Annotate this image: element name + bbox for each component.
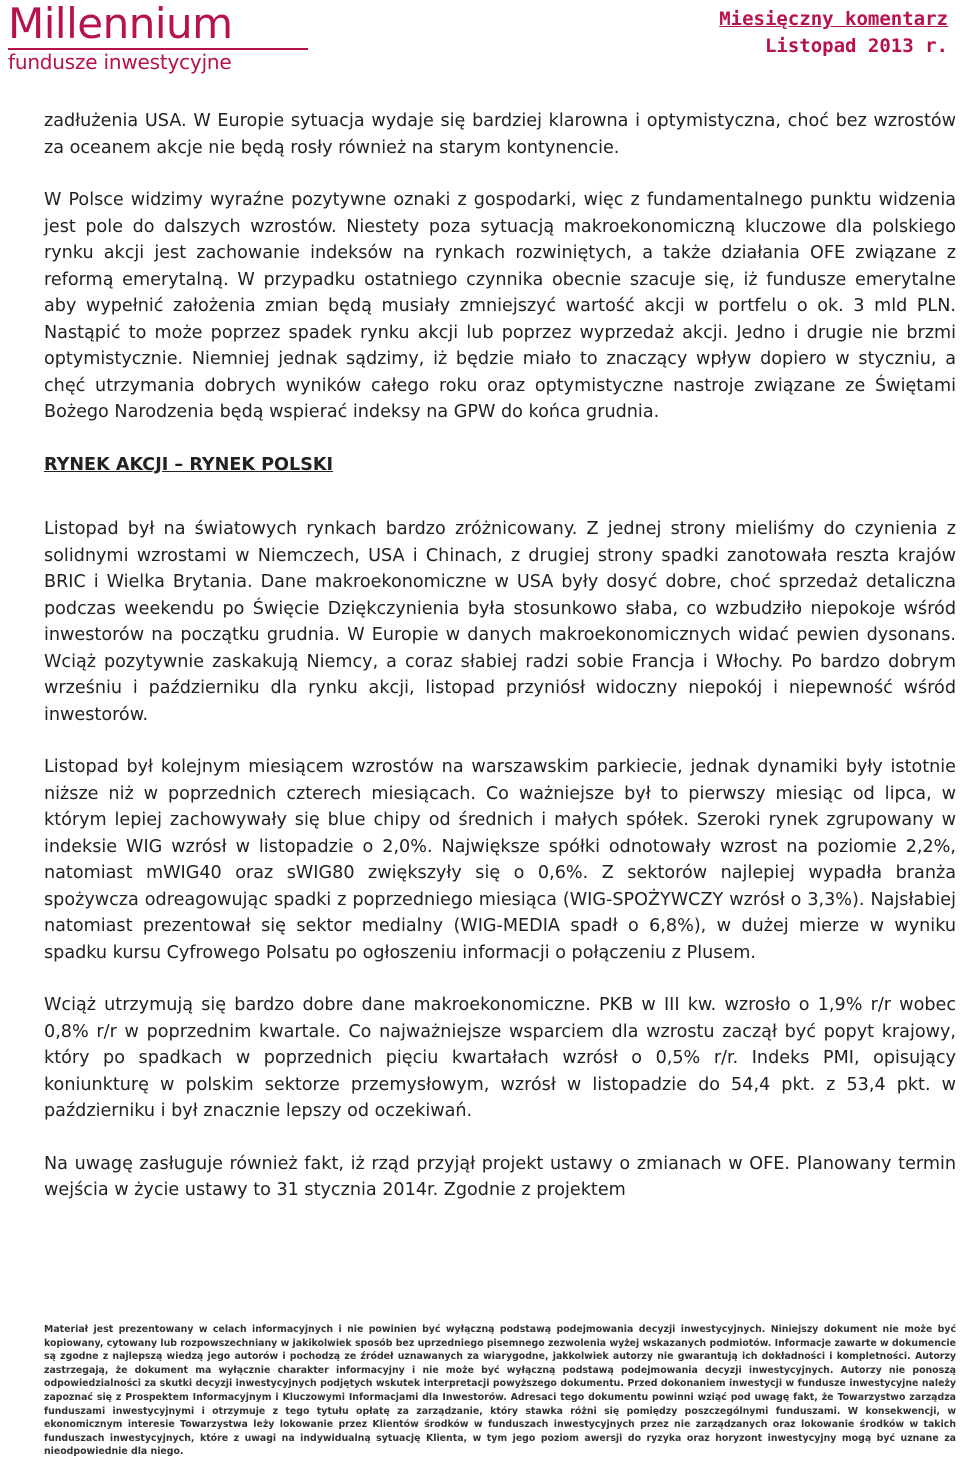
legal-disclaimer: Materiał jest prezentowany w celach informacyjnych i nie powinien być wyłączną podstawą podejmowania decyzji inwestycyjnych. Niniejszy dokument nie może być kopiowany, cytowany lub rozpowszechniany w jakikolwiek sposób bez uprzedniego pisemnego zezwolenia wyżej wskazanych podmiotów. Informacje zawarte w dokumencie są zgodne z najlepszą wiedzą jego autorów i pochodzą ze źródeł uznawanych za wiarygodne, jakkolwiek autorzy nie gwarantują ich dokładności i kompletności. Autorzy zastrzegają, że dokument ma wyłącznie charakter informacyjny i nie może być wyłączną podstawą podejmowania decyzji inwestycyjnych. Autorzy nie ponoszą odpowiedzialności za skutki decyzji inwestycyjnych podjętych wskutek interpretacji powyższego dokumentu. Przed dokonaniem inwestycji w fundusze inwestycyjne należy zapoznać się z Prospektem Informacyjnym i Kluczowymi Informacjami dla Inwestorów. Adresaci tego dokumentu powinni wziąć pod uwagę fakt, że Towarzystwo zarządza funduszami inwestycyjnymi i otrzymuje z tego tytułu opłatę za zarządzanie, który stawka różni się pomiędzy poszczególnymi funduszami. W konsekwencji, w ekonomicznym interesie Towarzystwa leży lokowanie przez Klientów środków w funduszach inwestycyjnych przez nie zarządzanych oraz lokowanie środków w takich funduszach inwestycyjnych, które z uwagi na indywidualną sytuację Klienta, w tym jego poziom awersji do ryzyka oraz horyzont inwestycyjny mogą być uznane za nieodpowiednie dla niego. [44, 1324, 956, 1458]
paragraph-1: zadłużenia USA. W Europie sytuacja wydaje się bardziej klarowna i optymistyczna, choć bez wzrostów za oceanem akcje nie będą rosły również na starym kontynencie. [44, 111, 956, 158]
document-heading [719, 6, 948, 60]
document-title: Miesięczny komentarz [719, 8, 948, 30]
logo-subtitle: fundusze inwestycyjne [8, 50, 232, 74]
document-date: Listopad 2013 r. [764, 35, 948, 57]
section-heading: RYNEK AKCJI – RYNEK POLSKI [44, 454, 334, 475]
main-content [44, 108, 956, 1230]
page-header [0, 0, 960, 80]
paragraph-5: Wciąż utrzymują się bardzo dobre dane makroekonomiczne. PKB w III kw. wzrosło o 1,9% r/r wobec 0,8% r/r w poprzednim kwartale. Co najważniejsze wsparciem dla wzrostu zaczął być popyt krajowy, który po spadkach w poprzednich pięciu kwartałach wzrósł o 0,5% r/r. Indeks PMI, opisujący koniunkturę w polskim sektorze przemysłowym, wzrósł w listopadzie do 54,4 pkt. z 53,4 pkt. w październiku i był znacznie lepszy od oczekiwań. [44, 995, 956, 1121]
paragraph-3: Listopad był na światowych rynkach bardzo zróżnicowany. Z jednej strony mieliśmy do czynienia z solidnymi wzrostami w Niemczech, USA i Chinach, z drugiej strony spadki zanotowała reszta krajów BRIC i Wielka Brytania. Dane makroekonomiczne w USA były dosyć dobre, choć sprzedaż detaliczna podczas weekendu po Święcie Dziękczynienia była stosunkowo słaba, co wzbudziło niepokoje wśród inwestorów na początku grudnia. W Europie w danych makroekonomicznych widać pewien dysonans. Wciąż pozytywnie zaskakują Niemcy, a coraz słabiej radzi sobie Francja i Włochy. Po bardzo dobrym wrześniu i październiku dla rynku akcji, listopad przyniósł widoczny niepokój i niepewność wśród inwestorów. [44, 519, 956, 725]
logo-name: Millennium [8, 0, 233, 48]
millennium-logo [8, 2, 318, 74]
paragraph-6: Na uwagę zasługuje również fakt, iż rząd przyjął projekt ustawy o zmianach w OFE. Planowany termin wejścia w życie ustawy to 31 stycznia 2014r. Zgodnie z projektem [44, 1153, 956, 1200]
paragraph-4: Listopad był kolejnym miesiącem wzrostów na warszawskim parkiecie, jednak dynamiki były istotnie niższe niż w poprzednich czterech miesiącach. Co ważniejsze był to pierwszy miesiąc od lipca, w którym lepiej zachowywały się blue chipy od średnich i małych spółek. Szeroki rynek zgrupowany w indeksie WIG wzrósł w listopadzie o 2,0%. Największe spółki odnotowały wzrost na poziomie 2,2%, natomiast mWIG40 oraz sWIG80 zwiększyły się o 0,6%. Z sektorów najlepiej wypadła branża spożywcza odreagowując spadki z poprzedniego miesiąca (WIG-SPOŻYWCZY wzrósł o 3,3%). Najsłabiej natomiast prezentował się sektor medialny (WIG-MEDIA spadł o 6,8%), w dużej mierze w wyniku spadku kursu Cyfrowego Polsatu po ogłoszeniu informacji o połączeniu z Plusem. [44, 757, 956, 963]
paragraph-2: W Polsce widzimy wyraźne pozytywne oznaki z gospodarki, więc z fundamentalnego punktu widzenia jest pole do dalszych wzrostów. Niestety poza sytuacją makroekonomiczną kluczowe dla polskiego rynku akcji jest zachowanie indeksów na rynkach rozwiniętych, a także działania OFE związane z reformą emerytalną. W przypadku ostatniego czynnika obecnie szacuje się, iż fundusze emerytalne aby wypełnić założenia zmian będą musiały zmniejszyć wartość akcji w portfelu o ok. 3 mld PLN. Nastąpić to może poprzez spadek rynku akcji lub poprzez wyprzedaż akcji. Jedno i drugie nie brzmi optymistycznie. Niemniej jednak sądzimy, iż będzie miało to znaczący wpływ dopiero w styczniu, a chęć utrzymania dobrych wyników całego roku oraz optymistyczne nastroje związane ze Świętami Bożego Narodzenia będą wspierać indeksy na GPW do końca grudnia. [44, 190, 956, 422]
